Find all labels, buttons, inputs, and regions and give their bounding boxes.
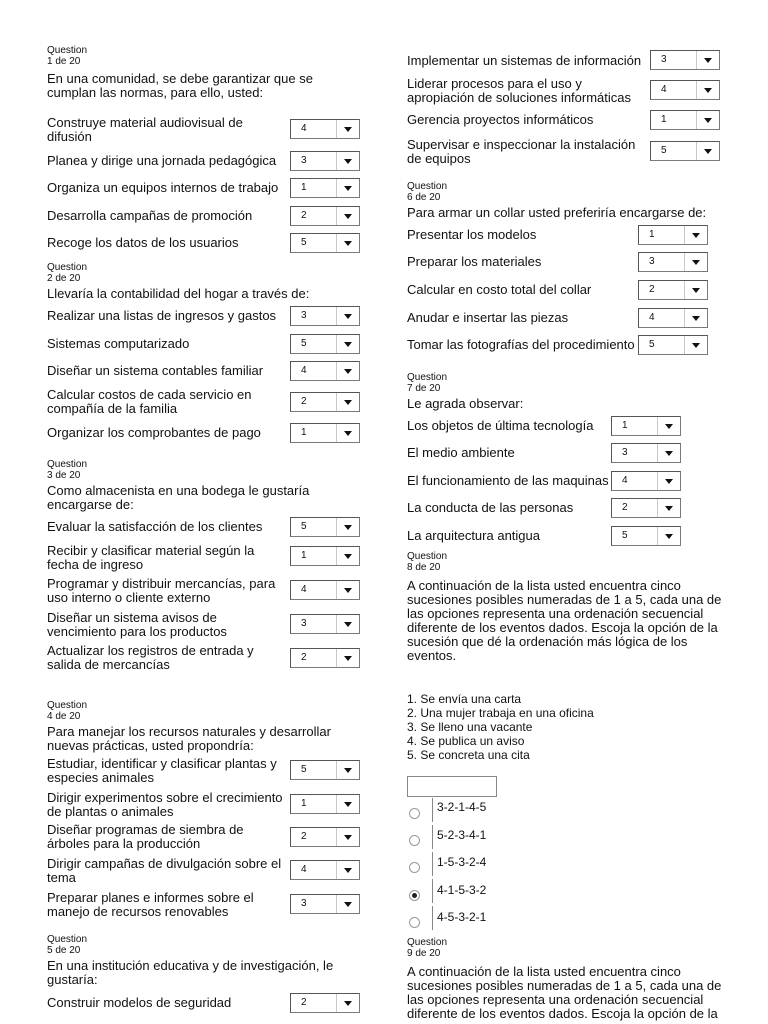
rank-select[interactable]: 5 bbox=[290, 517, 360, 537]
chevron-down-icon bbox=[336, 307, 359, 325]
question-number: 3 de 20 bbox=[47, 470, 81, 481]
rank-select[interactable]: 4 bbox=[611, 471, 681, 491]
question-label: Question bbox=[47, 700, 88, 711]
rank-select[interactable]: 2 bbox=[290, 206, 360, 226]
rank-select[interactable]: 5 bbox=[290, 233, 360, 253]
chevron-down-icon bbox=[336, 120, 359, 138]
chevron-down-icon bbox=[336, 518, 359, 536]
chevron-down-icon bbox=[696, 142, 719, 160]
chevron-down-icon bbox=[696, 81, 719, 99]
rank-select[interactable]: 1 bbox=[290, 423, 360, 443]
choice-label: 5-2-3-4-1 bbox=[437, 828, 487, 842]
divider bbox=[432, 798, 433, 822]
chevron-down-icon bbox=[336, 861, 359, 879]
chevron-down-icon bbox=[696, 111, 719, 129]
rank-select[interactable]: 3 bbox=[290, 894, 360, 914]
rank-select[interactable]: 2 bbox=[290, 993, 360, 1013]
question-label: Question bbox=[47, 459, 88, 470]
option-label: Recoge los datos de los usuarios bbox=[47, 235, 239, 250]
option-label: Construye material audiovisual de difusión bbox=[47, 115, 243, 144]
chevron-down-icon bbox=[657, 417, 680, 435]
rank-select[interactable]: 1 bbox=[290, 794, 360, 814]
option-label: El funcionamiento de las maquinas bbox=[407, 473, 609, 488]
option-label: Realizar una listas de ingresos y gastos bbox=[47, 308, 277, 323]
chevron-down-icon bbox=[336, 179, 359, 197]
rank-select[interactable]: 1 bbox=[290, 178, 360, 198]
rank-select[interactable]: 3 bbox=[290, 306, 360, 326]
question-number: 4 de 20 bbox=[47, 711, 81, 722]
question-label: Question bbox=[407, 181, 448, 192]
chevron-down-icon bbox=[657, 499, 680, 517]
option-label: Anudar e insertar las piezas bbox=[407, 310, 569, 325]
option-label: Planea y dirige una jornada pedagógica bbox=[47, 153, 277, 168]
chevron-down-icon bbox=[336, 335, 359, 353]
question-label: Question bbox=[407, 372, 448, 383]
rank-select[interactable]: 2 bbox=[290, 392, 360, 412]
option-label: Diseñar un sistema contables familiar bbox=[47, 363, 264, 378]
option-label: Programar y distribuir mercancías, para uso interno o cliente externo bbox=[47, 576, 276, 605]
option-label: Diseñar un sistema avisos de vencimiento para los productos bbox=[47, 610, 227, 639]
event-item: 5. Se concreta una cita bbox=[407, 748, 530, 762]
rank-select[interactable]: 5 bbox=[290, 760, 360, 780]
option-label: Calcular costos de cada servicio en compañía de la familia bbox=[47, 387, 252, 416]
chevron-down-icon bbox=[336, 895, 359, 913]
option-label: Organiza un equipos internos de trabajo bbox=[47, 180, 279, 195]
chevron-down-icon bbox=[336, 424, 359, 442]
rank-select[interactable]: 1 bbox=[290, 546, 360, 566]
chevron-down-icon bbox=[336, 994, 359, 1012]
rank-select[interactable]: 5 bbox=[650, 141, 720, 161]
question-label: Question bbox=[407, 937, 448, 948]
rank-select[interactable]: 5 bbox=[611, 526, 681, 546]
choice-radio[interactable] bbox=[409, 808, 420, 819]
divider bbox=[432, 825, 433, 849]
option-label: Los objetos de última tecnología bbox=[407, 418, 594, 433]
choice-label: 4-5-3-2-1 bbox=[437, 910, 487, 924]
option-label: Construir modelos de seguridad bbox=[47, 995, 232, 1010]
question-prompt: Le agrada observar: bbox=[407, 396, 524, 411]
chevron-down-icon bbox=[657, 444, 680, 462]
question-label: Question bbox=[407, 551, 448, 562]
chevron-down-icon bbox=[657, 527, 680, 545]
rank-select[interactable]: 4 bbox=[290, 580, 360, 600]
option-label: Liderar procesos para el uso y apropiación de soluciones informáticas bbox=[407, 76, 632, 105]
option-label: Dirigir campañas de divulgación sobre el tema bbox=[47, 856, 282, 885]
option-label: Presentar los modelos bbox=[407, 227, 537, 242]
rank-select[interactable]: 2 bbox=[611, 498, 681, 518]
option-label: Recibir y clasificar material según la fecha de ingreso bbox=[47, 543, 255, 572]
question-prompt: Como almacenista en una bodega le gustaría encargarse de: bbox=[47, 483, 310, 512]
chevron-down-icon bbox=[336, 828, 359, 846]
option-label: Gerencia proyectos informáticos bbox=[407, 112, 594, 127]
question-prompt: En una institución educativa y de investigación, le gustaría: bbox=[47, 958, 334, 987]
chevron-down-icon bbox=[684, 309, 707, 327]
event-item: 1. Se envía una carta bbox=[407, 692, 522, 706]
choice-radio-selected[interactable] bbox=[409, 890, 420, 901]
rank-select[interactable]: 3 bbox=[650, 50, 720, 70]
option-label: La arquitectura antigua bbox=[407, 528, 540, 543]
question-prompt: Llevaría la contabilidad del hogar a través de: bbox=[47, 286, 310, 301]
divider bbox=[432, 852, 433, 876]
chevron-down-icon bbox=[336, 207, 359, 225]
option-label: Sistemas computarizado bbox=[47, 336, 190, 351]
question-prompt: Para armar un collar usted preferiría encargarse de: bbox=[407, 205, 707, 220]
chevron-down-icon bbox=[336, 581, 359, 599]
rank-select[interactable]: 5 bbox=[638, 335, 708, 355]
chevron-down-icon bbox=[684, 226, 707, 244]
choice-label: 1-5-3-2-4 bbox=[437, 855, 487, 869]
option-label: Organizar los comprobantes de pago bbox=[47, 425, 261, 440]
option-label: La conducta de las personas bbox=[407, 500, 574, 515]
chevron-down-icon bbox=[336, 547, 359, 565]
rank-select[interactable]: 2 bbox=[290, 827, 360, 847]
rank-select[interactable]: 4 bbox=[290, 119, 360, 139]
option-label: Supervisar e inspeccionar la instalación de equipos bbox=[407, 137, 636, 166]
option-label: Dirigir experimentos sobre el crecimiento de plantas o animales bbox=[47, 790, 283, 819]
question-number: 2 de 20 bbox=[47, 273, 81, 284]
choice-radio[interactable] bbox=[409, 862, 420, 873]
question-number: 5 de 20 bbox=[47, 945, 81, 956]
question-number: 9 de 20 bbox=[407, 948, 441, 959]
event-item: 3. Se lleno una vacante bbox=[407, 720, 533, 734]
chevron-down-icon bbox=[336, 795, 359, 813]
rank-select[interactable]: 2 bbox=[638, 280, 708, 300]
choice-radio[interactable] bbox=[409, 917, 420, 928]
choice-label: 3-2-1-4-5 bbox=[437, 800, 487, 814]
chevron-down-icon bbox=[684, 253, 707, 271]
option-label: Implementar un sistemas de información bbox=[407, 53, 642, 68]
question-number: 1 de 20 bbox=[47, 56, 81, 67]
question-prompt: A continuación de la lista usted encuentra cinco sucesiones posibles numeradas de 1 a 5, cada una de las opciones representa una ordenación secuencial diferente de los eventos dados. Escoja la opción de la bbox=[407, 965, 722, 1021]
rank-select[interactable]: 4 bbox=[290, 361, 360, 381]
question-prompt: A continuación de la lista usted encuentra cinco sucesiones posibles numeradas de 1 a 5, cada una de las opciones representa una ordenación secuencial diferente de los eventos dados. Escoja la opción de la sucesión que dé la ordenación más lógica de los eventos. bbox=[407, 578, 722, 663]
rank-select[interactable]: 4 bbox=[650, 80, 720, 100]
question-prompt: Para manejar los recursos naturales y desarrollar nuevas prácticas, usted propondría: bbox=[47, 724, 331, 753]
option-label: Preparar planes e informes sobre el manejo de recursos renovables bbox=[47, 890, 254, 919]
chevron-down-icon bbox=[336, 393, 359, 411]
question-label: Question bbox=[47, 262, 88, 273]
choice-label: 4-1-5-3-2 bbox=[437, 883, 487, 897]
option-label: Tomar las fotografías del procedimiento bbox=[407, 337, 635, 352]
option-label: Diseñar programas de siembra de árboles para la producción bbox=[47, 822, 244, 851]
divider bbox=[432, 879, 433, 903]
question-number: 8 de 20 bbox=[407, 562, 441, 573]
option-label: Estudiar, identificar y clasificar plantas y especies animales bbox=[47, 756, 277, 785]
chevron-down-icon bbox=[684, 281, 707, 299]
chevron-down-icon bbox=[696, 51, 719, 69]
rank-select[interactable]: 2 bbox=[290, 648, 360, 668]
chevron-down-icon bbox=[336, 234, 359, 252]
rank-select[interactable]: 1 bbox=[611, 416, 681, 436]
rank-select[interactable]: 3 bbox=[290, 151, 360, 171]
chevron-down-icon bbox=[336, 615, 359, 633]
question-label: Question bbox=[47, 45, 88, 56]
option-label: Calcular en costo total del collar bbox=[407, 282, 592, 297]
question-number: 6 de 20 bbox=[407, 192, 441, 203]
option-label: Preparar los materiales bbox=[407, 254, 542, 269]
question-prompt: En una comunidad, se debe garantizar que se cumplan las normas, para ello, usted: bbox=[47, 71, 313, 100]
chevron-down-icon bbox=[657, 472, 680, 490]
divider bbox=[432, 906, 433, 930]
chevron-down-icon bbox=[336, 362, 359, 380]
rank-select[interactable]: 1 bbox=[650, 110, 720, 130]
rank-select[interactable]: 3 bbox=[611, 443, 681, 463]
option-label: El medio ambiente bbox=[407, 445, 515, 460]
rank-select[interactable]: 4 bbox=[290, 860, 360, 880]
rank-select[interactable]: 3 bbox=[290, 614, 360, 634]
rank-select[interactable]: 3 bbox=[638, 252, 708, 272]
option-label: Evaluar la satisfacción de los clientes bbox=[47, 519, 263, 534]
question-label: Question bbox=[47, 934, 88, 945]
chevron-down-icon bbox=[336, 761, 359, 779]
question-number: 7 de 20 bbox=[407, 383, 441, 394]
answer-text-input[interactable] bbox=[407, 776, 497, 797]
event-item: 4. Se publica un aviso bbox=[407, 734, 525, 748]
chevron-down-icon bbox=[336, 152, 359, 170]
rank-select[interactable]: 5 bbox=[290, 334, 360, 354]
event-item: 2. Una mujer trabaja en una oficina bbox=[407, 706, 594, 720]
rank-select[interactable]: 4 bbox=[638, 308, 708, 328]
rank-select[interactable]: 1 bbox=[638, 225, 708, 245]
chevron-down-icon bbox=[336, 649, 359, 667]
choice-radio[interactable] bbox=[409, 835, 420, 846]
option-label: Desarrolla campañas de promoción bbox=[47, 208, 253, 223]
option-label: Actualizar los registros de entrada y salida de mercancías bbox=[47, 643, 254, 672]
chevron-down-icon bbox=[684, 336, 707, 354]
